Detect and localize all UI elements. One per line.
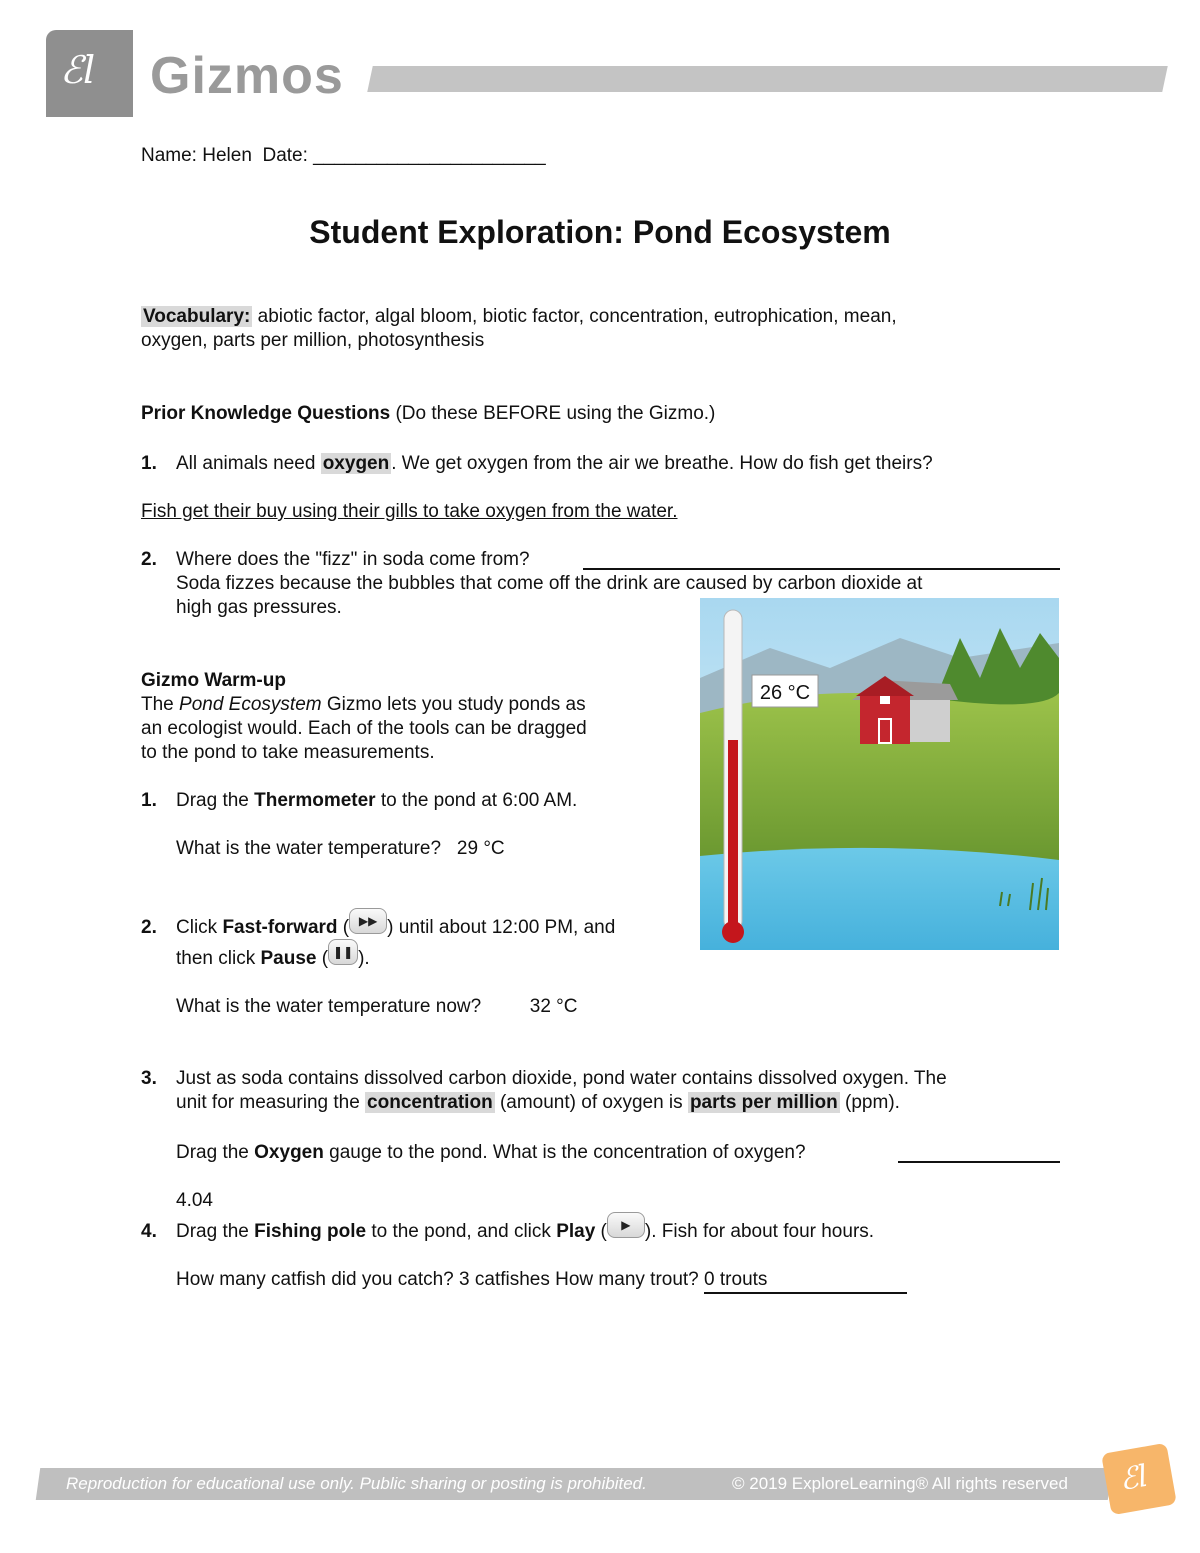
explorelearning-logo: ℰl — [1101, 1443, 1177, 1516]
gizmos-logo: ℰl — [46, 30, 133, 117]
fast-forward-icon: ▶▶ — [349, 908, 387, 934]
page-title: Student Exploration: Pond Ecosystem — [309, 214, 891, 250]
header-bar — [367, 66, 1168, 92]
name-value: Helen — [202, 145, 252, 166]
oxygen-answer: 4.04 — [176, 1190, 213, 1211]
pond-gizmo-picture — [700, 598, 1059, 950]
temperature-readout: 26 °C — [759, 682, 811, 704]
prior-knowledge-heading: Prior Knowledge Questions (Do these BEFORE using the Gizmo.) — [141, 403, 716, 424]
warmup-q2b: What is the water temperature now? 32 °C — [176, 996, 578, 1017]
pond-water — [700, 848, 1059, 950]
thermometer — [722, 610, 744, 943]
warmup-q2-line-2: then click Pause ( ❚❚ ). — [176, 947, 370, 973]
footer-copyright: © 2019 ExploreLearning® All rights reserved — [732, 1474, 1068, 1493]
brand-title: Gizmos — [150, 47, 344, 105]
warmup-intro-2: an ecologist would. Each of the tools can be dragged — [141, 718, 587, 739]
trout-answer: 0 trouts — [704, 1268, 907, 1294]
temperature-now-answer: 32 °C — [529, 996, 578, 1017]
name-date-line: Name: Helen Date: ______________________ — [141, 145, 546, 166]
date-blank: ______________________ — [313, 145, 546, 166]
warmup-q3-line-2: unit for measuring the concentration (amount) of oxygen is parts per million (ppm). — [176, 1092, 900, 1113]
warmup-intro-1: The Pond Ecosystem Gizmo lets you study ponds as — [141, 694, 586, 715]
warmup-q1b: What is the water temperature? 29 °C — [176, 838, 505, 859]
catfish-answer: 3 catfishes — [459, 1269, 550, 1290]
prior-a2-line-1: Soda fizzes because the bubbles that come off the drink are caused by carbon dioxide at — [176, 573, 923, 594]
answer-blank — [583, 568, 1060, 570]
vocabulary-line-1: Vocabulary: abiotic factor, algal bloom, biotic factor, concentration, eutrophication, mean, — [143, 306, 897, 327]
prior-a2-line-2: high gas pressures. — [176, 597, 342, 618]
pause-icon: ❚❚ — [328, 939, 358, 965]
warmup-q3b: Drag the Oxygen gauge to the pond. What is the concentration of oxygen? — [176, 1141, 1060, 1165]
answer-blank — [898, 1161, 1060, 1163]
footer-notice: Reproduction for educational use only. Public sharing or posting is prohibited. — [66, 1474, 647, 1493]
warmup-intro-3: to the pond to take measurements. — [141, 742, 435, 763]
warmup-heading: Gizmo Warm-up — [141, 670, 286, 691]
warmup-q4b: How many catfish did you catch? 3 catfishes How many trout? 0 trouts — [176, 1268, 907, 1294]
prior-a1: Fish get their buy using their gills to take oxygen from the water. — [141, 501, 678, 522]
vocabulary-line-2: oxygen, parts per million, photosynthesis — [141, 330, 485, 351]
temperature-answer: 29 °C — [456, 838, 505, 859]
play-icon: ▶ — [607, 1212, 645, 1238]
